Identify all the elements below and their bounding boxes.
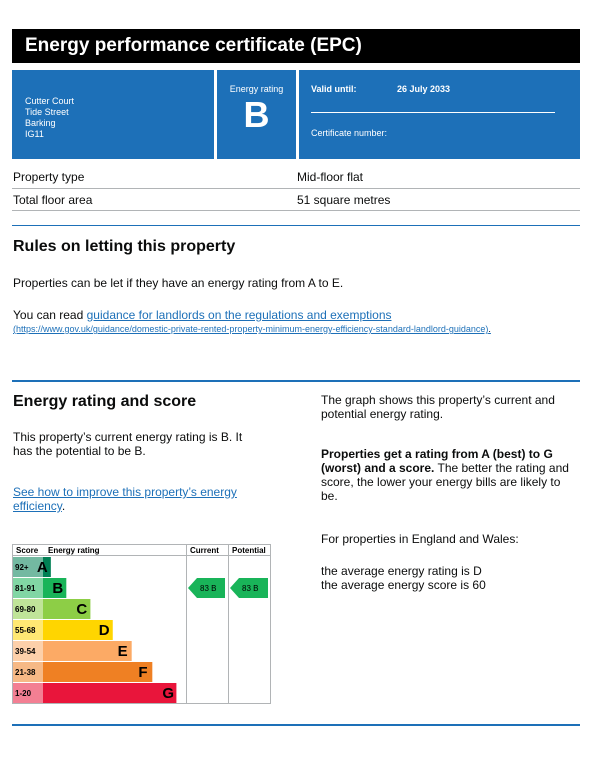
- rating-explanation: [321, 447, 576, 503]
- rating-explanation-rest: The better the rating and score, the lower your energy bills are likely to be.: [321, 461, 569, 503]
- energy-rating-label: Energy rating: [229, 84, 284, 94]
- energy-rating-box: [217, 70, 296, 159]
- current-rating-arrow-label: 83 B: [200, 584, 217, 593]
- floor-area-value: 51 square metres: [297, 193, 391, 207]
- rating-explanation-bold: Properties get a rating from A (best) to G (worst) and a score.: [321, 447, 553, 475]
- potential-header: Potential: [232, 546, 266, 555]
- address-line: Barking: [25, 118, 56, 128]
- guidance-url[interactable]: [13, 323, 573, 335]
- rules-heading: Rules on letting this property: [13, 238, 236, 255]
- valid-until-label: Valid until:: [311, 84, 357, 94]
- section-divider: [12, 225, 580, 226]
- property-type-value: Mid-floor flat: [297, 170, 364, 184]
- guidance-url-text[interactable]: (https://www.gov.uk/guidance/domestic-private-rented-property-minimum-energy-efficiency-standard-landlord-guidance): [13, 324, 489, 334]
- section-divider: [12, 724, 580, 726]
- potential-rating-arrow-label: 83 B: [242, 584, 259, 593]
- divider: [12, 210, 580, 211]
- england-wales-label: For properties in England and Wales:: [321, 532, 519, 546]
- band-letter: F: [138, 664, 148, 681]
- energy-rating-value: B: [243, 94, 270, 135]
- property-type-label: Property type: [13, 170, 85, 184]
- band-score-label: 92+: [15, 563, 29, 572]
- address-line: IG11: [25, 129, 44, 139]
- band-letter: G: [162, 685, 175, 702]
- improve-suffix: .: [61, 499, 66, 513]
- band-score-label: 1-20: [15, 689, 32, 698]
- validity-box: [299, 70, 580, 159]
- current-header: Current: [190, 546, 219, 555]
- divider: [12, 188, 580, 189]
- improve-paragraph: [13, 485, 263, 513]
- certificate-number-label: Certificate number:: [311, 128, 388, 138]
- epc-chart: [12, 544, 272, 706]
- energy-rating-header: Energy rating: [48, 546, 100, 555]
- graph-description: The graph shows this property’s current and potential energy rating.: [321, 393, 555, 421]
- rating-band-f: [43, 662, 152, 682]
- section-divider: [12, 380, 580, 382]
- address-line: Cutter Court: [25, 96, 75, 106]
- band-letter: A: [36, 559, 48, 576]
- band-score-label: 55-68: [15, 626, 36, 635]
- current-rating-text: This property’s current energy rating is B. It has the potential to be B.: [13, 430, 243, 458]
- band-score-label: 39-54: [15, 647, 36, 656]
- rating-heading: Energy rating and score: [13, 393, 197, 410]
- score-header: Score: [16, 546, 39, 555]
- address-box: [12, 70, 214, 159]
- band-letter: E: [117, 643, 128, 660]
- band-letter: C: [76, 601, 88, 618]
- band-letter: B: [52, 580, 64, 597]
- valid-until-value: 26 July 2033: [397, 84, 451, 94]
- rules-paragraph: Properties can be let if they have an energy rating from A to E.: [13, 276, 344, 290]
- guidance-url-suffix: .: [488, 324, 491, 334]
- improve-link[interactable]: See how to improve this property’s energy efficiency: [13, 485, 237, 513]
- guidance-prefix: You can read: [13, 308, 87, 322]
- band-letter: D: [98, 622, 110, 639]
- guidance-link[interactable]: guidance for landlords on the regulations and exemptions: [86, 308, 392, 322]
- average-rating: the average energy rating is D: [321, 564, 482, 578]
- floor-area-label: Total floor area: [13, 193, 93, 207]
- rating-band-g: [43, 683, 176, 703]
- band-score-label: 21-38: [15, 668, 36, 677]
- address-line: Tide Street: [25, 107, 69, 117]
- average-score: the average energy score is 60: [321, 578, 486, 592]
- band-score-label: 81-91: [15, 584, 36, 593]
- validity-divider: [311, 112, 555, 113]
- rules-guidance: [13, 308, 573, 322]
- band-score-label: 69-80: [15, 605, 36, 614]
- page-title: Energy performance certificate (EPC): [12, 29, 580, 63]
